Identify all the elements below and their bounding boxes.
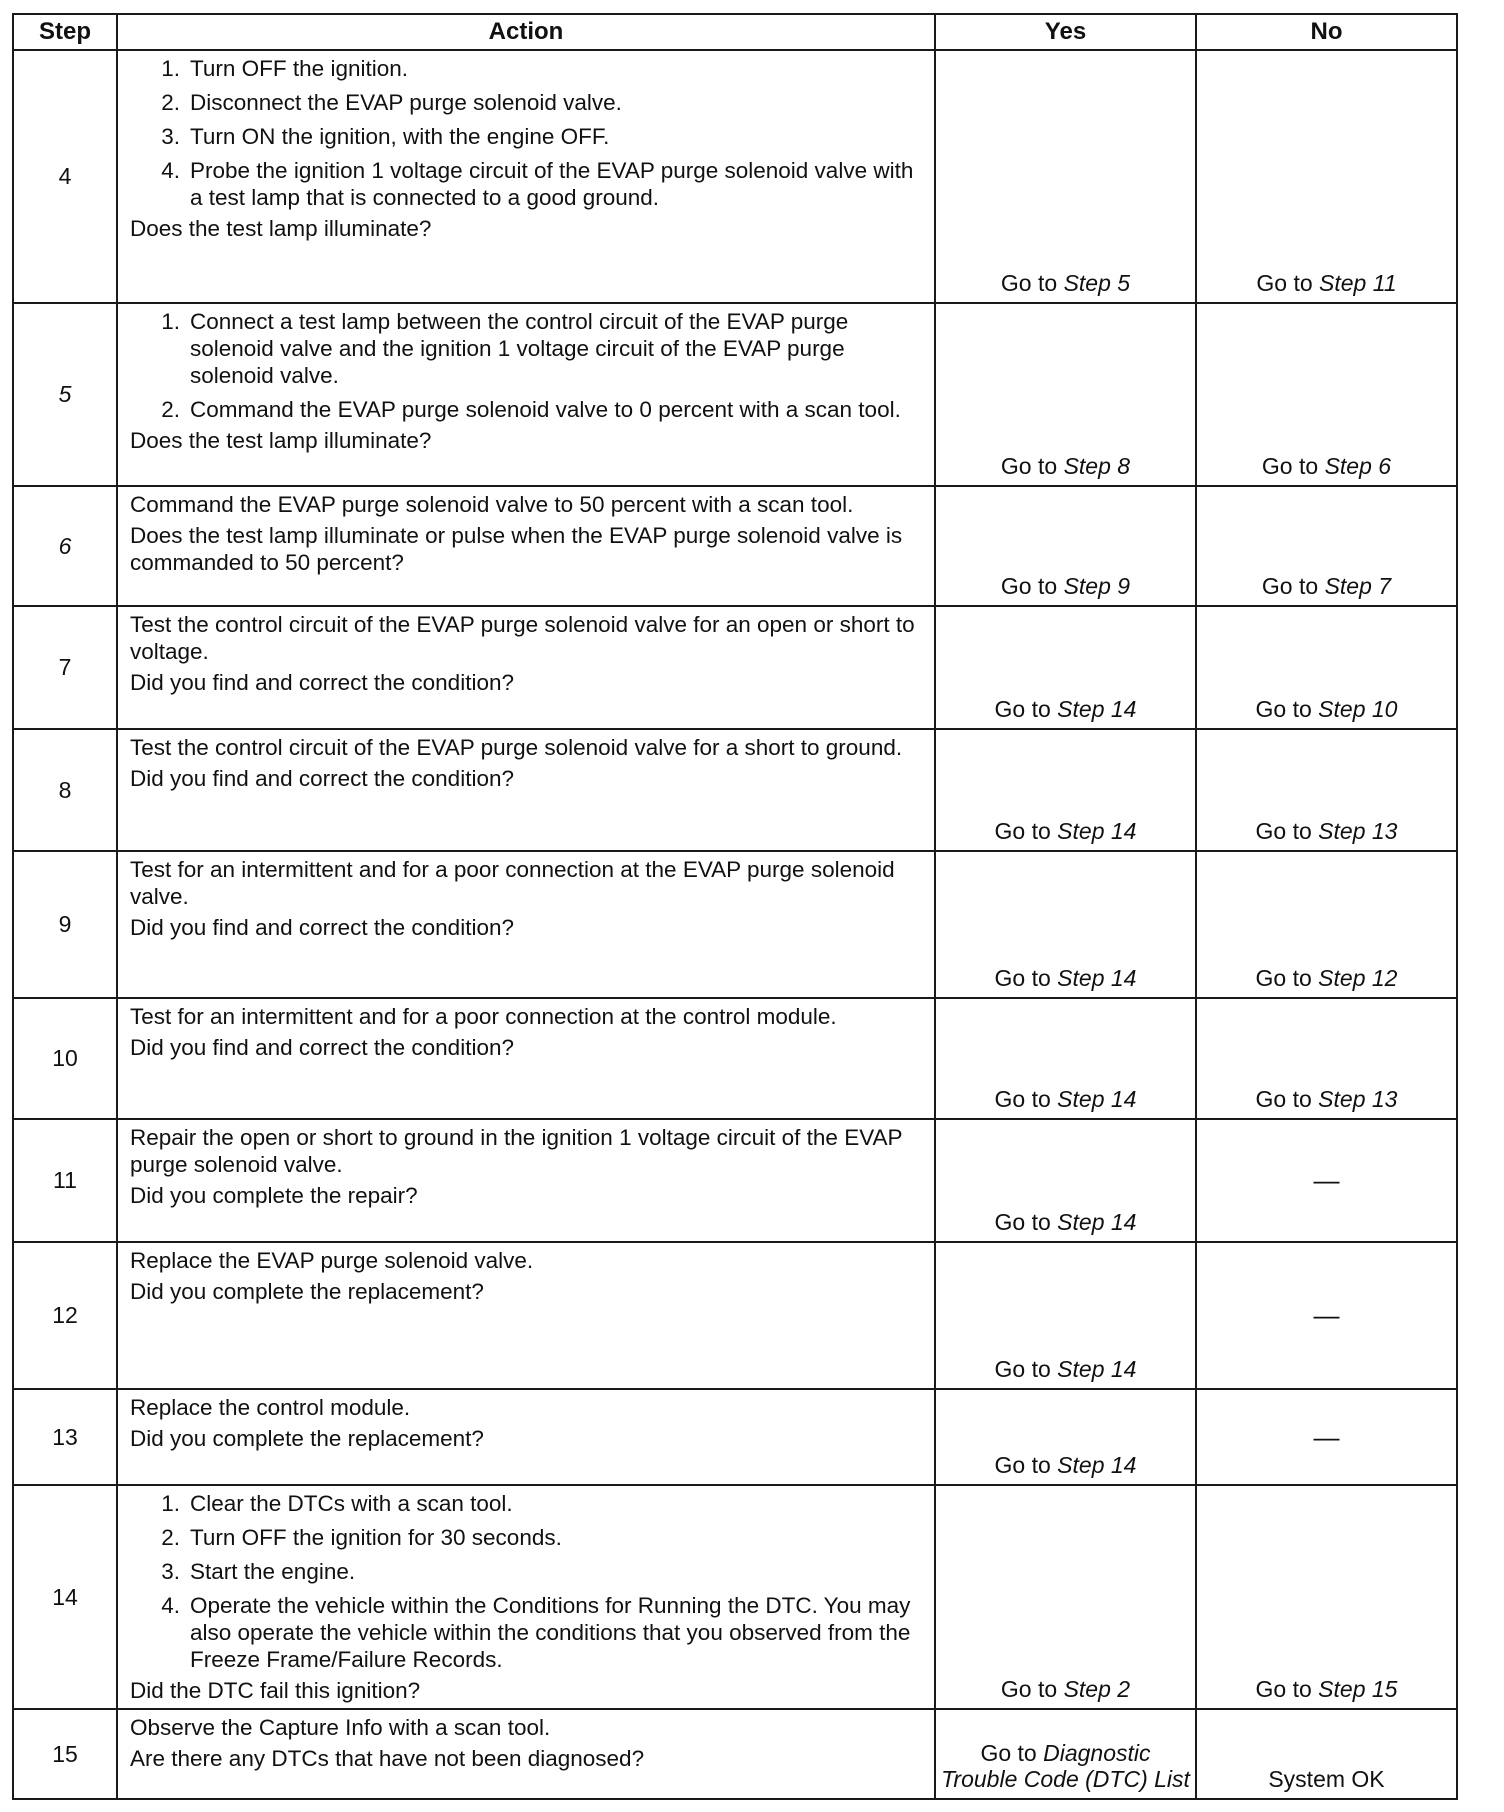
step-number: 7 [13, 606, 117, 729]
question-text: Did you find and correct the condition? [130, 1035, 514, 1060]
instruction-text: Test the control circuit of the EVAP purge solenoid valve for a short to ground. [130, 735, 903, 760]
question-text: Does the test lamp illuminate or pulse when the EVAP purge solenoid valve is commanded to 50 percent? [130, 523, 903, 575]
step-number: 13 [13, 1389, 117, 1485]
table-row [13, 50, 1457, 303]
list-item: 1. Turn OFF the ignition. [161, 56, 409, 81]
yes-result: Go to Step 5 [935, 50, 1196, 303]
action-list [130, 308, 924, 423]
instruction-text: Observe the Capture Info with a scan tool. [130, 1715, 551, 1740]
no-result: Go to Step 10 [1196, 606, 1457, 729]
yes-result: Go to Step 14 [935, 1389, 1196, 1485]
action-list [130, 55, 924, 211]
list-item: 4. Operate the vehicle within the Conditions for Running the DTC. You may also operate the vehicle within the conditions that you observed from the Freeze Frame/Failure Records. [161, 1593, 911, 1672]
table-row [13, 1709, 1457, 1799]
table-row [13, 1389, 1457, 1485]
yes-result: Go to Step 14 [935, 998, 1196, 1119]
question-text: Are there any DTCs that have not been diagnosed? [130, 1746, 645, 1771]
step-number: 14 [13, 1485, 117, 1709]
instruction-text: Replace the EVAP purge solenoid valve. [130, 1248, 534, 1273]
instruction-text: Test for an intermittent and for a poor connection at the control module. [130, 1004, 837, 1029]
question-text: Did you find and correct the condition? [130, 915, 514, 940]
list-item: 3. Turn ON the ignition, with the engine OFF. [161, 124, 610, 149]
step-number: 5 [13, 303, 117, 486]
step-number: 10 [13, 998, 117, 1119]
table-row [13, 1119, 1457, 1242]
table-row [13, 851, 1457, 998]
step-number: 8 [13, 729, 117, 851]
action-cell [117, 851, 935, 998]
header-row [13, 14, 1457, 50]
no-result: Go to Step 13 [1196, 998, 1457, 1119]
no-result: Go to Step 12 [1196, 851, 1457, 998]
no-result: — [1196, 1119, 1457, 1242]
diagnostic-table [12, 13, 1458, 1800]
action-cell [117, 729, 935, 851]
step-number: 6 [13, 486, 117, 606]
step-number: 12 [13, 1242, 117, 1389]
no-result: Go to Step 6 [1196, 303, 1457, 486]
action-cell [117, 50, 935, 303]
question-text: Did you complete the replacement? [130, 1426, 484, 1451]
list-item: 1. Clear the DTCs with a scan tool. [161, 1491, 513, 1516]
yes-result: Go to Step 14 [935, 1242, 1196, 1389]
question-text: Did you complete the replacement? [130, 1279, 484, 1304]
yes-result: Go to Step 14 [935, 1119, 1196, 1242]
instruction-text: Test for an intermittent and for a poor connection at the EVAP purge solenoid valve. [130, 857, 895, 909]
action-cell [117, 486, 935, 606]
yes-result: Go to Step 14 [935, 729, 1196, 851]
no-result: — [1196, 1389, 1457, 1485]
table-row [13, 1242, 1457, 1389]
header-yes: Yes [935, 14, 1196, 50]
yes-result: Go to Step 14 [935, 606, 1196, 729]
instruction-text: Repair the open or short to ground in the ignition 1 voltage circuit of the EVAP purge solenoid valve. [130, 1125, 903, 1177]
table-row [13, 303, 1457, 486]
question-text: Does the test lamp illuminate? [130, 428, 432, 453]
question-text: Did the DTC fail this ignition? [130, 1678, 421, 1703]
no-result: Go to Step 15 [1196, 1485, 1457, 1709]
action-cell [117, 998, 935, 1119]
no-result: — [1196, 1242, 1457, 1389]
action-cell [117, 1242, 935, 1389]
action-cell [117, 1119, 935, 1242]
yes-result: Go to Diagnostic Trouble Code (DTC) List [935, 1709, 1196, 1799]
no-result: Go to Step 7 [1196, 486, 1457, 606]
yes-result: Go to Step 2 [935, 1485, 1196, 1709]
instruction-text: Replace the control module. [130, 1395, 411, 1420]
list-item: 2. Disconnect the EVAP purge solenoid valve. [161, 90, 622, 115]
action-cell [117, 1709, 935, 1799]
action-cell [117, 606, 935, 729]
no-result: System OK [1196, 1709, 1457, 1799]
table-row [13, 486, 1457, 606]
question-text: Did you complete the repair? [130, 1183, 418, 1208]
question-text: Did you find and correct the condition? [130, 670, 514, 695]
action-cell [117, 303, 935, 486]
action-cell [117, 1389, 935, 1485]
header-action: Action [117, 14, 935, 50]
header-step: Step [13, 14, 117, 50]
header-no: No [1196, 14, 1457, 50]
step-number: 11 [13, 1119, 117, 1242]
list-item: 2. Turn OFF the ignition for 30 seconds. [161, 1525, 562, 1550]
question-text: Does the test lamp illuminate? [130, 216, 432, 241]
table-row [13, 729, 1457, 851]
table-row [13, 606, 1457, 729]
step-number: 9 [13, 851, 117, 998]
table-row [13, 1485, 1457, 1709]
action-cell [117, 1485, 935, 1709]
table-row [13, 998, 1457, 1119]
list-item: 3. Start the engine. [161, 1559, 356, 1584]
yes-result: Go to Step 9 [935, 486, 1196, 606]
step-number: 4 [13, 50, 117, 303]
action-list [130, 1490, 924, 1673]
no-result: Go to Step 11 [1196, 50, 1457, 303]
step-number: 15 [13, 1709, 117, 1799]
instruction-text: Command the EVAP purge solenoid valve to 50 percent with a scan tool. [130, 492, 854, 517]
yes-result: Go to Step 14 [935, 851, 1196, 998]
question-text: Did you find and correct the condition? [130, 766, 514, 791]
instruction-text: Test the control circuit of the EVAP purge solenoid valve for an open or short to voltage. [130, 612, 915, 664]
list-item: 1. Connect a test lamp between the control circuit of the EVAP purge solenoid valve and the ignition 1 voltage circuit of the EVAP purge solenoid valve. [161, 309, 849, 388]
yes-result: Go to Step 8 [935, 303, 1196, 486]
no-result: Go to Step 13 [1196, 729, 1457, 851]
list-item: 4. Probe the ignition 1 voltage circuit of the EVAP purge solenoid valve with a test lamp that is connected to a good ground. [161, 158, 914, 210]
list-item: 2. Command the EVAP purge solenoid valve to 0 percent with a scan tool. [161, 397, 901, 422]
